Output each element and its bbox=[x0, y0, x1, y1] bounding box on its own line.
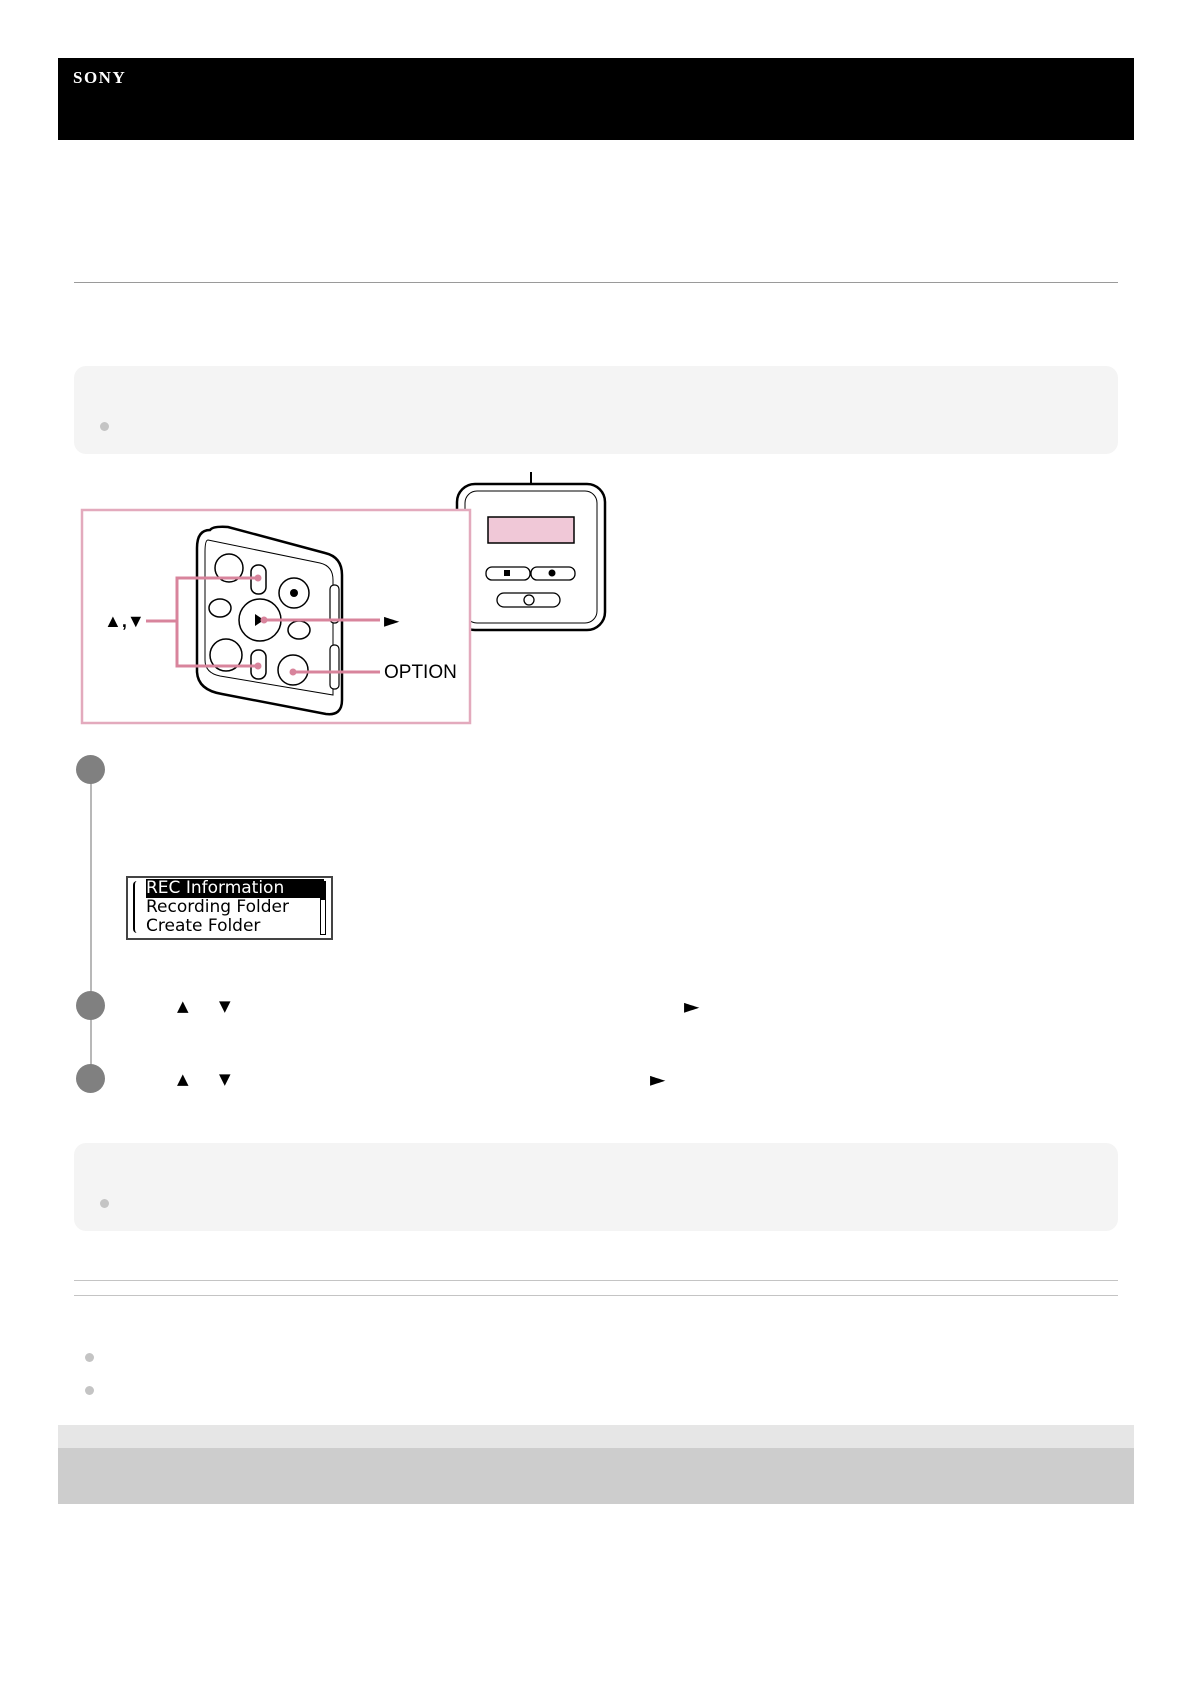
play-icon: ► bbox=[684, 994, 700, 1018]
up-arrow-icon: ▲ bbox=[177, 1070, 189, 1088]
step-marker-1 bbox=[76, 755, 105, 784]
device-illustration bbox=[0, 0, 1191, 740]
down-arrow-icon: ▼ bbox=[219, 997, 231, 1015]
related-link-bullet bbox=[85, 1386, 94, 1395]
note-box-hint bbox=[74, 1143, 1118, 1231]
play-icon: ► bbox=[650, 1067, 666, 1091]
footer-band-light bbox=[58, 1425, 1134, 1448]
lcd-scrollbar bbox=[320, 881, 326, 935]
note-bullet bbox=[100, 1199, 109, 1208]
lcd-menu-item: Create Folder bbox=[146, 916, 261, 936]
section-divider bbox=[74, 1280, 1118, 1281]
related-link-bullet bbox=[85, 1353, 94, 1362]
recorder-overview-icon bbox=[457, 472, 605, 630]
steps-timeline bbox=[90, 768, 92, 1076]
lcd-menu-item: Recording Folder bbox=[146, 897, 289, 917]
lcd-menu-display bbox=[126, 876, 333, 940]
lcd-bracket bbox=[133, 881, 138, 933]
step-marker-2 bbox=[76, 991, 105, 1020]
arrow-keys-label: ▲,▼ bbox=[104, 611, 145, 631]
play-key-label: ► bbox=[384, 608, 400, 632]
section-divider bbox=[74, 1295, 1118, 1296]
up-arrow-icon: ▲ bbox=[177, 997, 189, 1015]
footer-band-dark bbox=[58, 1448, 1134, 1504]
option-key-label: OPTION bbox=[384, 662, 457, 683]
lcd-menu-item-selected: REC Information bbox=[146, 879, 324, 898]
down-arrow-icon: ▼ bbox=[219, 1070, 231, 1088]
step-marker-3 bbox=[76, 1064, 105, 1093]
sony-logo: SONY bbox=[73, 68, 127, 87]
lcd-scroll-thumb bbox=[321, 882, 325, 900]
